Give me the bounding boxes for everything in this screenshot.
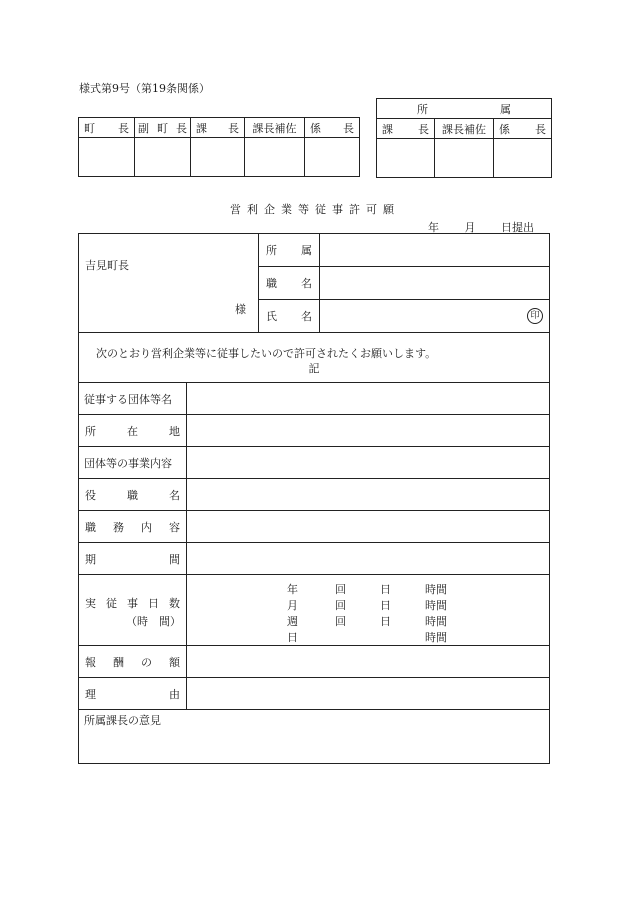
stamp-slot — [191, 138, 245, 177]
approver-header-deputy-mayor: 副 町 長 — [135, 118, 191, 138]
table-row — [79, 383, 550, 415]
row-value-reason[interactable] — [187, 678, 550, 710]
row-value-business[interactable] — [187, 447, 550, 479]
row-value-duties[interactable] — [187, 511, 550, 543]
approver-header-assistant-chief: 課長補佐 — [245, 118, 305, 138]
frequency-line-year: 年 回 日 時間 — [287, 583, 447, 596]
table-row — [79, 543, 550, 575]
seal-mark-icon: 印 — [527, 308, 543, 324]
stamp-slot — [305, 138, 360, 177]
statement-text: 次のとおり営利企業等に従事したいので許可されたくお願いします。 — [96, 347, 437, 360]
row-label-compensation: 報 酬 の 額 — [79, 646, 187, 678]
row-value-position[interactable] — [187, 479, 550, 511]
row-label-organization: 従事する団体等名 — [79, 383, 187, 415]
request-statement — [78, 333, 550, 383]
approver-header-unit-chief: 係 長 — [305, 118, 360, 138]
dept-header-assistant-chief: 課長補佐 — [435, 119, 494, 139]
table-row — [79, 479, 550, 511]
stamp-slot — [435, 139, 494, 178]
submission-date: 年 月 日提出 — [428, 221, 534, 234]
frequency-line-week: 週 回 日 時間 — [287, 615, 447, 628]
row-value-working-days[interactable] — [187, 575, 550, 646]
row-value-location[interactable] — [187, 415, 550, 447]
row-label-position: 役 職 名 — [79, 479, 187, 511]
table-row — [79, 678, 550, 710]
addressee-applicant-block — [78, 233, 550, 333]
row-label-location: 所 在 地 — [79, 415, 187, 447]
row-label-period: 期 間 — [79, 543, 187, 575]
row-value-period[interactable] — [187, 543, 550, 575]
stamp-slot — [245, 138, 305, 177]
frequency-grid — [287, 581, 465, 645]
honorific: 様 — [235, 303, 246, 316]
stamp-slot — [494, 139, 552, 178]
row-label-working-days: 実 従 事 日 数 （時 間） — [79, 575, 187, 646]
ki-mark: 記 — [308, 362, 320, 375]
details-table — [78, 383, 550, 710]
field-value-job-title[interactable] — [320, 267, 550, 300]
manager-opinion-label: 所属課長の意見 — [84, 714, 161, 727]
row-label-reason: 理 由 — [79, 678, 187, 710]
stamp-slot — [135, 138, 191, 177]
row-value-organization[interactable] — [187, 383, 550, 415]
row-value-compensation[interactable] — [187, 646, 550, 678]
application-form — [78, 233, 550, 764]
table-row — [79, 575, 550, 646]
field-value-name[interactable] — [320, 300, 550, 333]
table-row — [79, 511, 550, 543]
field-value-department[interactable] — [320, 234, 550, 267]
manager-opinion-box[interactable] — [78, 710, 550, 764]
frequency-line-day: 日 時間 — [287, 631, 447, 644]
approval-stamp-boxes — [78, 117, 360, 177]
document-title: 営利企業等従事許可願 — [230, 203, 400, 216]
department-header: 所 属 — [377, 99, 552, 119]
field-label-department: 所 属 — [259, 234, 320, 267]
table-row — [79, 447, 550, 479]
row-label-duties: 職 務 内 容 — [79, 511, 187, 543]
department-stamp-boxes — [376, 98, 552, 178]
table-row — [79, 415, 550, 447]
frequency-line-month: 月 回 日 時間 — [287, 599, 447, 612]
addressee-cell — [79, 234, 259, 333]
addressee: 吉見町長 — [85, 259, 129, 272]
form-number: 様式第9号（第19条関係） — [79, 82, 210, 95]
row-label-business: 団体等の事業内容 — [79, 447, 187, 479]
stamp-slot — [79, 138, 135, 177]
table-row — [79, 646, 550, 678]
hours-sublabel: （時 間） — [126, 615, 181, 628]
field-label-job-title: 職 名 — [259, 267, 320, 300]
stamp-slot — [377, 139, 435, 178]
field-label-name: 氏 名 — [259, 300, 320, 333]
dept-header-unit-chief: 係 長 — [494, 119, 552, 139]
approver-header-section-chief: 課 長 — [191, 118, 245, 138]
dept-header-section-chief: 課 長 — [377, 119, 435, 139]
approver-header-mayor: 町 長 — [79, 118, 135, 138]
